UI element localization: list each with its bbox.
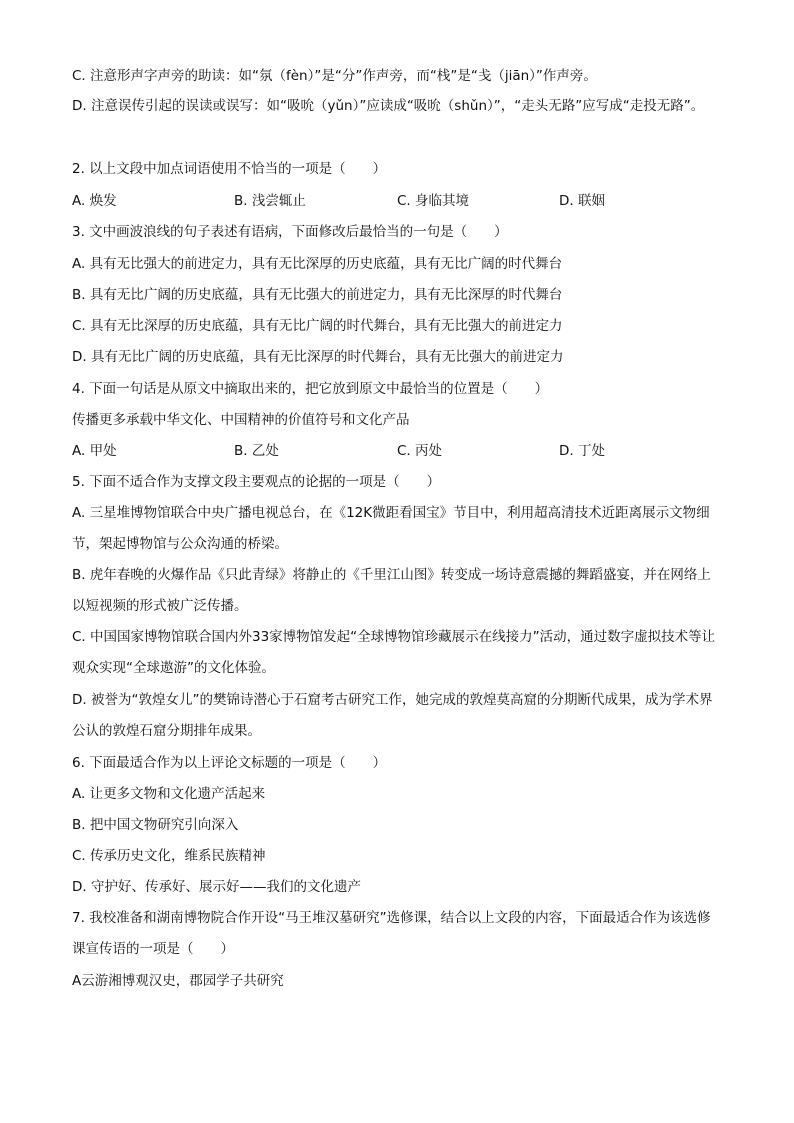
question-2-options: [72, 191, 724, 211]
question-7: 7. 我校准备和湖南博物院合作开设“马王堆汉墓研究”选修课，结合以上文段的内容，下面最适合作为该选修课宣传语的一项是（ ）: [72, 910, 711, 957]
q2-option-a: A. 焕发: [72, 193, 117, 209]
q4-option-b: B. 乙处: [234, 443, 279, 459]
question-5: 5. 下面不适合作为支撑文段主要观点的论据的一项是（ ）: [72, 474, 441, 490]
q6-option-b: B. 把中国文物研究引向深入: [72, 817, 239, 833]
q5-option-d: D. 被誉为“敦煌女儿”的樊锦诗潜心于石窟考古研究工作，她完成的敦煌莫高窟的分期断代成果，成为学术界公认的敦煌石窟分期排年成果。: [72, 692, 713, 739]
q4-option-a: A. 甲处: [72, 443, 117, 459]
option-line-c: C. 注意形声字声旁的助读：如“氛（fèn）”是“分”作声旁，而“栈”是“戋（jiān）”作声旁。: [72, 68, 597, 84]
question-4: 4. 下面一句话是从原文中摘取出来的，把它放到原文中最恰当的位置是（ ）: [72, 381, 549, 397]
q7-option-a: A云游湘博观汉史，郡园学子共研究: [72, 973, 284, 989]
q3-option-c: C. 具有无比深厚的历史底蕴，具有无比广阔的时代舞台，具有无比强大的前进定力: [72, 318, 563, 334]
question-4-sentence: 传播更多承载中华文化、中国精神的价值符号和文化产品: [72, 412, 410, 428]
q4-option-d: D. 丁处: [559, 443, 605, 459]
option-line-d: D. 注意误传引起的误读或误写：如“吸吮（yǔn）”应读成“吸吮（shǔn）”，“走头无路”应写成“走投无路”。: [72, 98, 705, 114]
q5-option-b: B. 虎年春晚的火爆作品《只此青绿》将静止的《千里江山图》转变成一场诗意震撼的舞蹈盛宴，并在网络上以短视频的形式被广泛传播。: [72, 567, 711, 614]
q2-option-d: D. 联姻: [559, 193, 605, 209]
q3-option-a: A. 具有无比强大的前进定力，具有无比深厚的历史底蕴，具有无比广阔的时代舞台: [72, 256, 563, 272]
q6-option-c: C. 传承历史文化，维系民族精神: [72, 848, 266, 864]
q2-option-b: B. 浅尝辄止: [234, 193, 306, 209]
q3-option-d: D. 具有无比广阔的历史底蕴，具有无比深厚的时代舞台，具有无比强大的前进定力: [72, 349, 564, 365]
question-4-options: [72, 441, 724, 461]
question-2: 2. 以上文段中加点词语使用不恰当的一项是（ ）: [72, 161, 387, 177]
question-3: 3. 文中画波浪线的句子表述有语病，下面修改后最恰当的一句是（ ）: [72, 224, 508, 240]
question-6: 6. 下面最适合作为以上评论文标题的一项是（ ）: [72, 755, 387, 771]
q5-option-c: C. 中国国家博物馆联合国内外33家博物馆发起“全球博物馆珍藏展示在线接力”活动，通过数字虚拟技术等让观众实现“全球遨游”的文化体验。: [72, 629, 716, 676]
q5-option-a: A. 三星堆博物馆联合中央广播电视总台，在《12K微距看国宝》节目中，利用超高清技术近距离展示文物细节，架起博物馆与公众沟通的桥梁。: [72, 505, 710, 552]
q2-option-c: C. 身临其境: [397, 193, 470, 209]
q4-option-c: C. 丙处: [397, 443, 443, 459]
q6-option-d: D. 守护好、传承好、展示好——我们的文化遗产: [72, 879, 361, 895]
q6-option-a: A. 让更多文物和文化遗产活起来: [72, 786, 266, 802]
q3-option-b: B. 具有无比广阔的历史底蕴，具有无比强大的前进定力，具有无比深厚的时代舞台: [72, 287, 563, 303]
